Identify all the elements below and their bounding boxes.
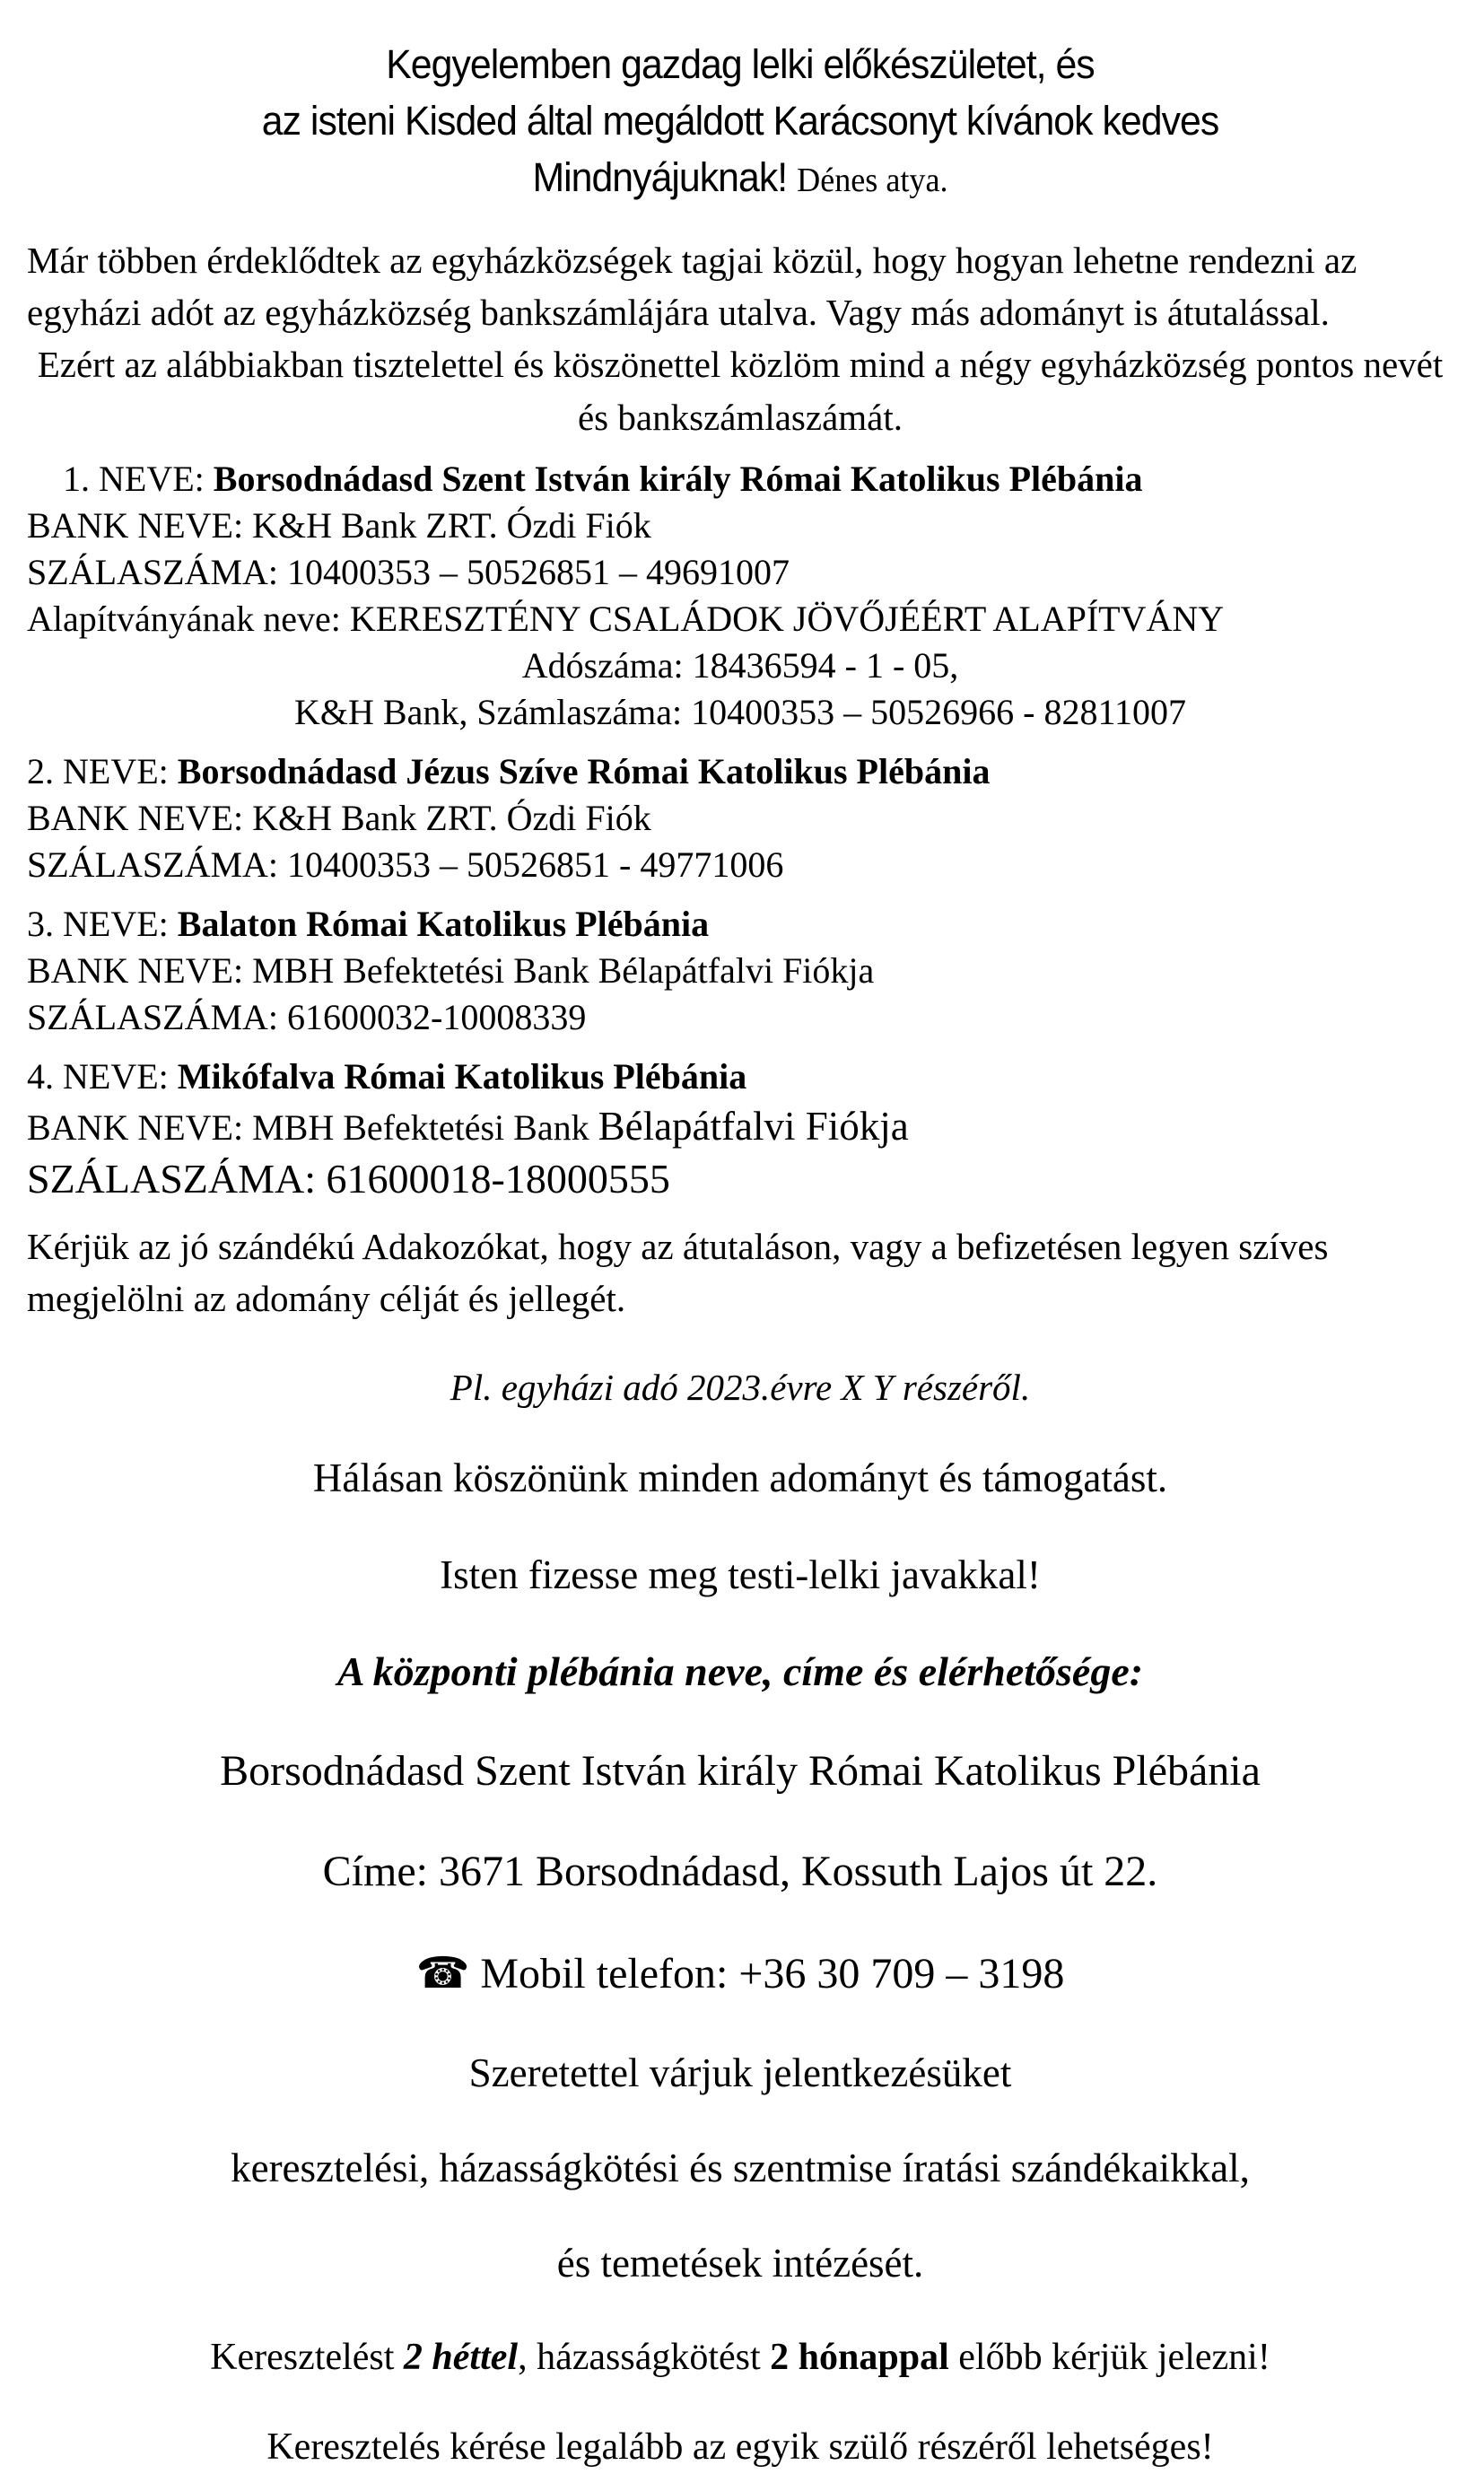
parish-1-number-label: 1. NEVE: — [63, 458, 205, 499]
telephone-icon: ☎ — [415, 1947, 470, 1998]
central-parish-phone: Mobil telefon: +36 30 709 – 3198 — [480, 1949, 1065, 1998]
greeting-line-1: Kegyelemben gazdag lelki előkészületet, és — [386, 41, 1095, 87]
parish-section-1 — [27, 456, 1453, 736]
signature: Dénes atya. — [797, 162, 948, 199]
invite-line-1: Szeretettel várjuk jelentkezésüket — [468, 2050, 1012, 2096]
parish-4-account-line — [27, 1152, 1453, 1206]
parish-3-account: 61600032-10008339 — [287, 996, 587, 1037]
parish-section-4 — [27, 1053, 1453, 1206]
notice-1-part-2: , házasságkötést — [518, 2336, 761, 2378]
parish-3-bank-line — [27, 948, 1453, 994]
invite-line-2: keresztelési, házasságkötési és szentmise íratási szándékaikkal, — [231, 2146, 1250, 2191]
parish-1-bank-line — [27, 503, 1453, 549]
greeting-line-3 — [63, 149, 1419, 205]
parish-3-bank: MBH Befektetési Bank Bélapátfalvi Fiókja — [252, 949, 875, 991]
notice-1-weeks: 2 héttel — [403, 2336, 519, 2378]
parish-1-name-line — [27, 456, 1453, 503]
parish-4-bank-branch: Bélapátfalvi Fiókja — [598, 1103, 909, 1149]
parish-4-account-label: SZÁLASZÁMA: — [27, 1156, 317, 1202]
parish-section-2 — [27, 748, 1453, 888]
parish-2-bank-line — [27, 795, 1453, 842]
intro-paragraph: Már többen érdeklődtek az egyházközségek tagjai közül, hogy hogyan lehetne rendezni az egyházi adót az egyházközség bankszámlájára utalva. Vagy más adományt is átutalással. — [27, 240, 1357, 334]
notice-1-months: 2 hónappal — [770, 2336, 949, 2378]
parish-2-bank-label: BANK NEVE: — [27, 797, 244, 838]
parish-3-account-label: SZÁLASZÁMA: — [27, 996, 279, 1037]
thanks-line-1: Hálásan köszönünk minden adományt és támogatást. — [312, 1456, 1168, 1500]
donation-example: Pl. egyházi adó 2023.évre X Y részéről. — [450, 1366, 1031, 1408]
notice-1-part-1: Keresztelést — [210, 2336, 395, 2378]
parish-1-account-label: SZÁLASZÁMA: — [27, 551, 279, 592]
notice-line-2: Keresztelés kérése legalább az egyik szülő részéről lehetséges! — [266, 2426, 1214, 2468]
parish-4-account: 61600018-18000555 — [326, 1156, 670, 1202]
parish-3-number-label: 3. NEVE: — [27, 903, 169, 944]
parish-section-3 — [27, 901, 1453, 1041]
parish-4-bank-prefix: MBH Befektetési Bank — [252, 1106, 589, 1148]
thanks-line-2: Isten fizesse meg testi-lelki javakkal! — [440, 1552, 1041, 1597]
intro-announcement: Ezért az alábbiakban tisztelettel és köszönettel közlöm mind a négy egyházközség pontos nevét és bankszámlaszámát. — [37, 344, 1444, 438]
parish-3-name: Balaton Római Katolikus Plébánia — [177, 903, 710, 944]
parish-1-tax-number: Adószáma: 18436594 - 1 - 05, — [521, 644, 959, 686]
parish-2-account: 10400353 – 50526851 - 49771006 — [287, 844, 784, 885]
parish-1-bank-label: BANK NEVE: — [27, 504, 244, 546]
invite-line-3: és temetések intézését. — [556, 2241, 924, 2286]
parish-4-name-line — [27, 1053, 1453, 1100]
parish-2-account-line — [27, 842, 1453, 888]
greeting-header — [63, 36, 1419, 205]
parish-4-name: Mikófalva Római Katolikus Plébánia — [177, 1055, 747, 1097]
central-parish-heading: A központi plébánia neve, címe és elérhetősége: — [336, 1648, 1144, 1694]
greeting-line-2: az isteni Kisded által megáldott Karácsonyt kívánok kedves — [261, 98, 1219, 144]
parish-1-bank: K&H Bank ZRT. Ózdi Fiók — [252, 504, 651, 546]
parish-4-bank-label: BANK NEVE: — [27, 1106, 244, 1148]
parish-1-name: Borsodnádasd Szent István király Római Katolikus Plébánia — [213, 458, 1143, 499]
central-parish-phone-line — [27, 1945, 1453, 2003]
central-parish-name: Borsodnádasd Szent István király Római Katolikus Plébánia — [220, 1747, 1261, 1796]
central-parish-address: Címe: 3671 Borsodnádasd, Kossuth Lajos út 22. — [322, 1848, 1158, 1896]
parish-4-number-label: 4. NEVE: — [27, 1055, 169, 1097]
parish-2-number-label: 2. NEVE: — [27, 750, 169, 791]
parish-4-bank-line — [27, 1100, 1453, 1153]
notice-1-part-3: előbb kérjük jelezni! — [958, 2336, 1270, 2378]
parish-1-foundation-account: K&H Bank, Számlaszáma: 10400353 – 50526966 - 82811007 — [294, 691, 1186, 732]
notice-line-1 — [27, 2332, 1453, 2384]
parish-2-account-label: SZÁLASZÁMA: — [27, 844, 279, 885]
donation-request: Kérjük az jó szándékú Adakozókat, hogy az átutaláson, vagy a befizetésen legyen szíves megjelölni az adomány célját és jellegét. — [27, 1226, 1329, 1320]
greeting-line-3-text: Mindnyájuknak! — [532, 154, 788, 200]
parish-1-account-line — [27, 549, 1453, 596]
parish-2-name-line — [27, 748, 1453, 795]
parish-3-account-line — [27, 994, 1453, 1041]
parish-3-bank-label: BANK NEVE: — [27, 949, 244, 991]
parish-3-name-line — [27, 901, 1453, 948]
parish-2-name: Borsodnádasd Jézus Szíve Római Katolikus Plébánia — [177, 750, 991, 791]
parish-1-account: 10400353 – 50526851 – 49691007 — [287, 551, 790, 592]
parish-1-foundation-line: Alapítványának neve: KERESZTÉNY CSALÁDOK JÖVŐJÉÉRT ALAPÍTVÁNY — [27, 598, 1225, 639]
parish-2-bank: K&H Bank ZRT. Ózdi Fiók — [252, 797, 651, 838]
